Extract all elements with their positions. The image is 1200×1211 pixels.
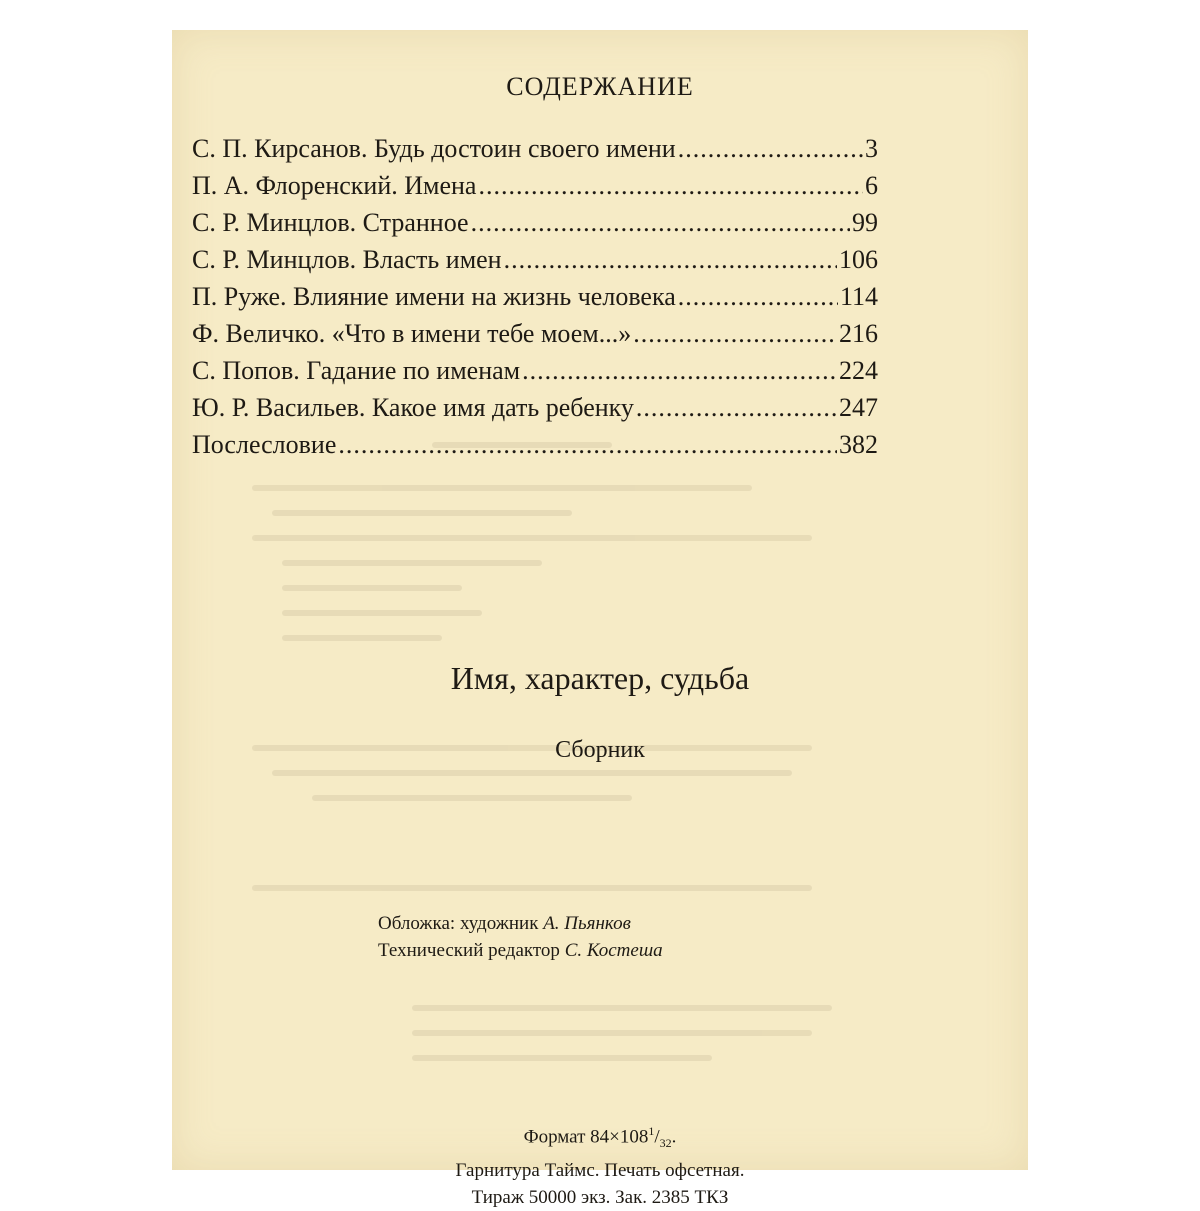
book-subtitle: Сборник xyxy=(555,737,645,763)
credits xyxy=(378,910,663,964)
imprint-print-run: Тираж 50000 экз. Зак. 2385 ТКЗ xyxy=(471,1187,729,1209)
toc-page-number: 216 xyxy=(839,319,878,348)
toc-entry xyxy=(192,278,878,315)
toc-leader-dots xyxy=(522,352,837,389)
toc-page-number: 99 xyxy=(852,208,878,237)
toc-entry xyxy=(192,241,878,278)
toc-page-number: 6 xyxy=(865,171,878,200)
table-of-contents xyxy=(192,130,878,463)
imprint-format: Формат $84\times 108^1/_{32}$. xyxy=(523,1124,677,1151)
toc-page-number: 224 xyxy=(839,356,878,385)
credit-cover xyxy=(378,910,663,937)
imprint-format-numerator: 1 xyxy=(648,1124,655,1138)
imprint-format-label: Формат 84×108 xyxy=(523,1126,649,1148)
book-title: Имя, характер, судьба xyxy=(450,660,750,696)
toc-page-number: 3 xyxy=(865,134,878,163)
toc-leader-dots xyxy=(678,130,863,167)
toc-entry xyxy=(192,389,878,426)
toc-leader-dots xyxy=(504,241,837,278)
book-page xyxy=(172,30,1028,1209)
toc-entry-title: С. Попов. Гадание по именам xyxy=(192,356,521,385)
toc-entry-title: Послесловие xyxy=(192,430,337,459)
toc-entry xyxy=(192,167,878,204)
toc-entry xyxy=(192,315,878,352)
toc-leader-dots xyxy=(478,167,863,204)
toc-entry-title: П. Руже. Влияние имени на жизнь человека xyxy=(192,282,676,311)
toc-entry xyxy=(192,130,878,167)
toc-leader-dots xyxy=(471,204,850,241)
toc-leader-dots xyxy=(678,278,838,315)
toc-page-number: 114 xyxy=(839,282,878,311)
credit-editor-name: С. Костеша xyxy=(564,940,663,961)
toc-leader-dots xyxy=(338,426,837,463)
toc-entry-title: С. П. Кирсанов. Будь достоин своего имени xyxy=(192,134,676,163)
toc-entry xyxy=(192,352,878,389)
imprint-typeface: Гарнитура Таймс. Печать офсетная. xyxy=(455,1160,745,1182)
toc-entry-title: Ф. Величко. «Что в имени тебе моем...» xyxy=(192,319,632,348)
toc-page-number: 247 xyxy=(839,393,878,422)
toc-entry-title: П. А. Флоренский. Имена xyxy=(192,171,477,200)
toc-page-number: 382 xyxy=(839,430,878,459)
imprint-format-denominator: 32 xyxy=(659,1136,672,1151)
toc-entry-title: С. Р. Минцлов. Власть имен xyxy=(192,245,502,274)
toc-entry xyxy=(192,204,878,241)
toc-entry-title: С. Р. Минцлов. Странное xyxy=(192,208,469,237)
credit-editor xyxy=(378,937,663,964)
imprint xyxy=(172,1118,1028,1211)
toc-title: СОДЕРЖАНИЕ xyxy=(506,72,694,101)
credit-cover-label: Обложка: художник xyxy=(378,913,539,934)
toc-entry-title: Ю. Р. Васильев. Какое имя дать ребенку xyxy=(192,393,634,422)
toc-leader-dots xyxy=(636,389,837,426)
credit-editor-label: Технический редактор xyxy=(378,940,560,961)
toc-leader-dots xyxy=(633,315,837,352)
credit-cover-name: А. Пьянков xyxy=(543,913,631,934)
toc-entry xyxy=(192,426,878,463)
toc-page-number: 106 xyxy=(839,245,878,274)
